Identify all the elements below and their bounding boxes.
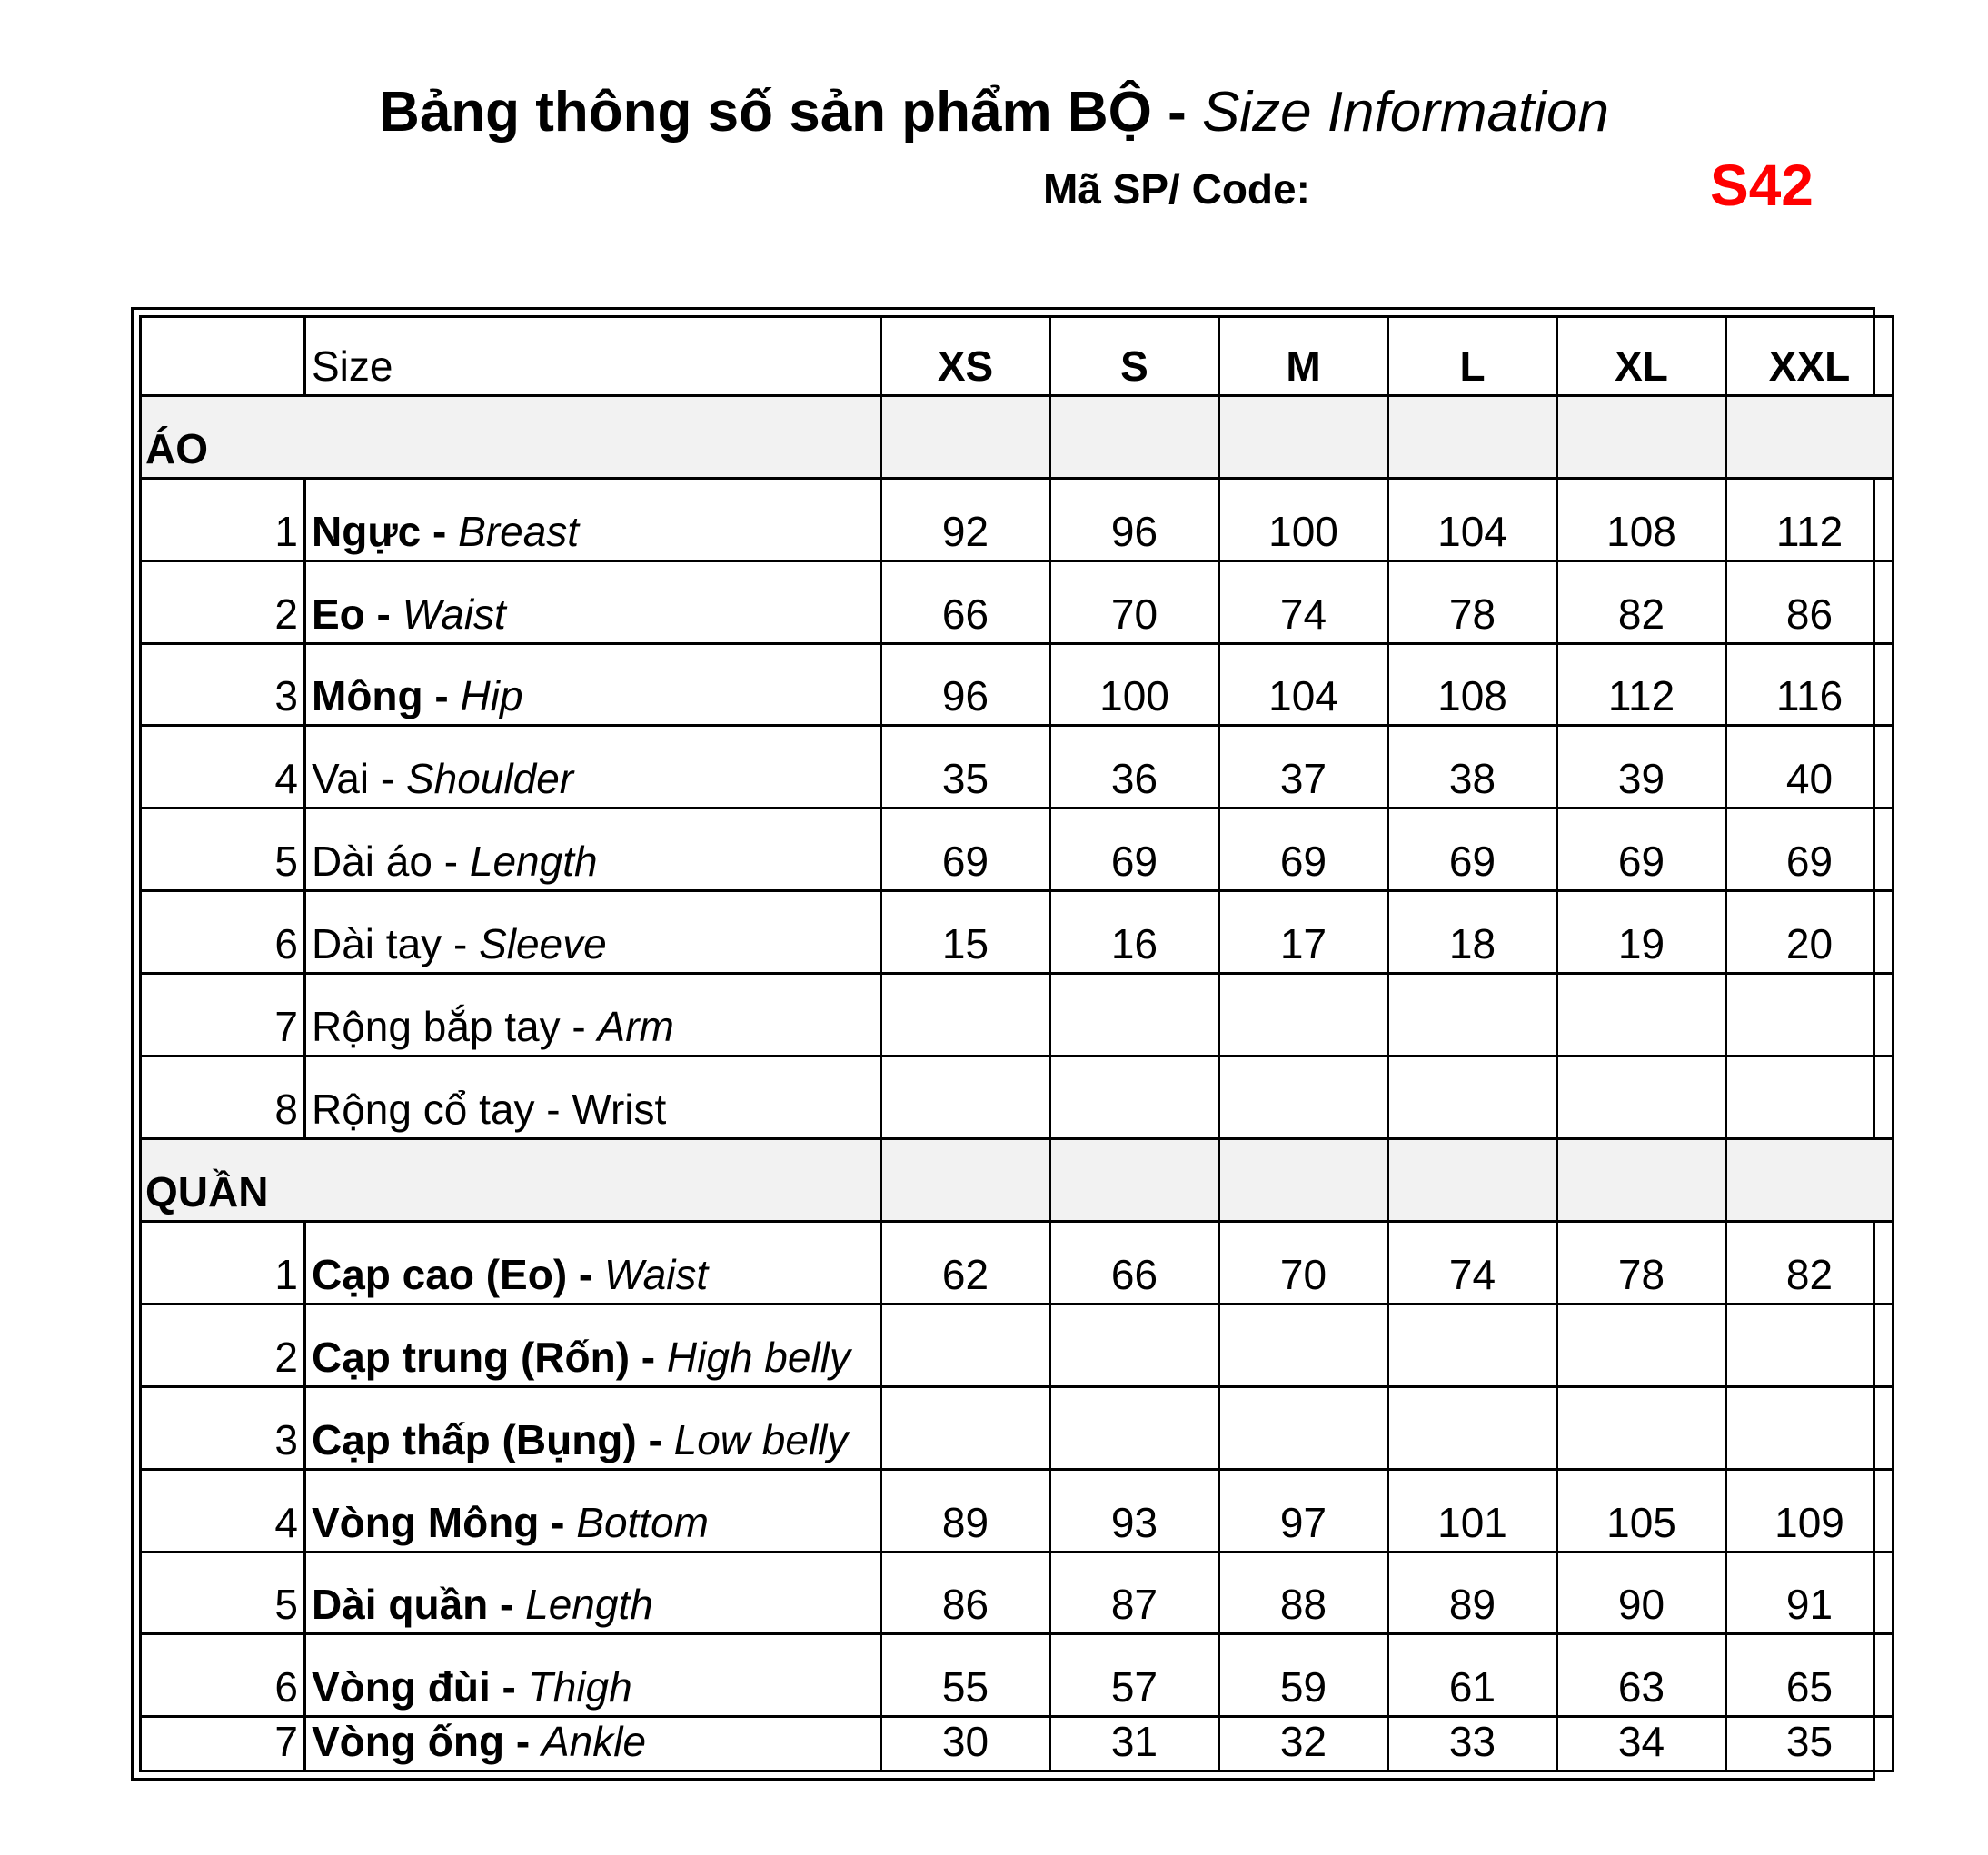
measurement-name-vn: Vai bbox=[312, 755, 370, 803]
row-number: 7 bbox=[141, 974, 305, 1056]
product-code-value: S42 bbox=[1710, 153, 1814, 218]
value-cell bbox=[1050, 974, 1219, 1056]
measurement-label bbox=[305, 1634, 881, 1717]
section-empty-cell bbox=[1050, 1139, 1219, 1222]
measurement-separator: - bbox=[490, 1663, 528, 1711]
value-cell bbox=[1726, 1386, 1894, 1469]
value-cell: 82 bbox=[1557, 560, 1726, 643]
size-table-body bbox=[141, 317, 1894, 1771]
section-empty-cell bbox=[1557, 395, 1726, 478]
table-row bbox=[141, 478, 1894, 560]
value-cell: 70 bbox=[1050, 560, 1219, 643]
table-row bbox=[141, 974, 1894, 1056]
value-cell bbox=[1050, 1056, 1219, 1139]
value-cell: 20 bbox=[1726, 891, 1894, 974]
measurement-name-en: Sleeve bbox=[479, 920, 607, 968]
value-cell: 65 bbox=[1726, 1634, 1894, 1717]
value-cell: 82 bbox=[1726, 1221, 1894, 1304]
table-row bbox=[141, 1304, 1894, 1386]
value-cell: 35 bbox=[881, 726, 1050, 808]
table-row bbox=[141, 1221, 1894, 1304]
measurement-label bbox=[305, 1469, 881, 1552]
value-cell bbox=[881, 1056, 1050, 1139]
measurement-separator: - bbox=[630, 1333, 667, 1381]
value-cell: 100 bbox=[1219, 478, 1388, 560]
table-row bbox=[141, 1056, 1894, 1139]
measurement-name-en: Arm bbox=[597, 1003, 674, 1051]
section-row bbox=[141, 395, 1894, 478]
section-empty-cell bbox=[1388, 1139, 1557, 1222]
table-row bbox=[141, 1552, 1894, 1634]
value-cell: 59 bbox=[1219, 1634, 1388, 1717]
measurement-separator: - bbox=[422, 672, 461, 720]
value-cell: 93 bbox=[1050, 1469, 1219, 1552]
value-cell: 18 bbox=[1388, 891, 1557, 974]
title-main: Bảng thông số sản phẩm BỘ - bbox=[379, 81, 1202, 144]
value-cell bbox=[1219, 974, 1388, 1056]
value-cell: 116 bbox=[1726, 643, 1894, 726]
value-cell bbox=[1557, 974, 1726, 1056]
value-cell: 32 bbox=[1219, 1717, 1388, 1771]
measurement-separator: - bbox=[442, 920, 480, 968]
value-cell bbox=[881, 974, 1050, 1056]
value-cell: 101 bbox=[1388, 1469, 1557, 1552]
value-cell: 31 bbox=[1050, 1717, 1219, 1771]
measurement-label bbox=[305, 891, 881, 974]
measurement-name-en: Waist bbox=[604, 1250, 709, 1298]
section-empty-cell bbox=[1726, 395, 1894, 478]
measurement-separator: - bbox=[369, 755, 406, 803]
row-number: 7 bbox=[141, 1717, 305, 1771]
size-header-s: S bbox=[1050, 317, 1219, 396]
size-table bbox=[139, 315, 1894, 1772]
table-row bbox=[141, 1634, 1894, 1717]
section-empty-cell bbox=[1388, 395, 1557, 478]
measurement-name-vn: Rộng bắp tay bbox=[312, 1003, 561, 1051]
value-cell bbox=[1050, 1304, 1219, 1386]
value-cell: 69 bbox=[1557, 808, 1726, 891]
row-number: 1 bbox=[141, 478, 305, 560]
table-row bbox=[141, 1469, 1894, 1552]
measurement-label bbox=[305, 726, 881, 808]
measurement-name-en: Breast bbox=[458, 507, 580, 555]
value-cell: 74 bbox=[1388, 1221, 1557, 1304]
table-row bbox=[141, 1386, 1894, 1469]
measurement-label bbox=[305, 1056, 881, 1139]
size-header-xl: XL bbox=[1557, 317, 1726, 396]
value-cell bbox=[1388, 1056, 1557, 1139]
size-header-xs: XS bbox=[881, 317, 1050, 396]
measurement-name-en: Hip bbox=[460, 672, 523, 720]
measurement-name-vn: Cạp thấp (Bụng) bbox=[312, 1415, 637, 1463]
measurement-separator: - bbox=[560, 1003, 598, 1051]
page-title bbox=[0, 80, 1988, 145]
value-cell: 87 bbox=[1050, 1552, 1219, 1634]
table-row bbox=[141, 643, 1894, 726]
size-header-l: L bbox=[1388, 317, 1557, 396]
measurement-label bbox=[305, 1717, 881, 1771]
measurement-separator: - bbox=[567, 1250, 605, 1298]
measurement-name-vn: Vòng đùi bbox=[312, 1663, 491, 1711]
value-cell bbox=[1726, 974, 1894, 1056]
measurement-label bbox=[305, 808, 881, 891]
section-empty-cell bbox=[1050, 395, 1219, 478]
value-cell: 16 bbox=[1050, 891, 1219, 974]
measurement-name-vn: Vòng ống bbox=[312, 1718, 505, 1765]
section-empty-cell bbox=[1557, 1139, 1726, 1222]
value-cell: 109 bbox=[1726, 1469, 1894, 1552]
value-cell bbox=[1388, 1304, 1557, 1386]
measurement-name-vn: Ngực bbox=[312, 507, 422, 555]
measurement-name-en: Thigh bbox=[527, 1663, 632, 1711]
row-number: 5 bbox=[141, 808, 305, 891]
value-cell bbox=[1050, 1386, 1219, 1469]
measurement-name-vn: Vòng Mông bbox=[312, 1498, 540, 1546]
measurement-separator: - bbox=[364, 590, 403, 638]
measurement-name-en: Waist bbox=[402, 590, 506, 638]
measurement-name-en: High belly bbox=[666, 1333, 850, 1381]
size-header-m: M bbox=[1219, 317, 1388, 396]
section-empty-cell bbox=[1219, 395, 1388, 478]
value-cell: 66 bbox=[1050, 1221, 1219, 1304]
table-row bbox=[141, 1717, 1894, 1771]
value-cell: 86 bbox=[1726, 560, 1894, 643]
value-cell: 74 bbox=[1219, 560, 1388, 643]
measurement-name-vn: Dài quần bbox=[312, 1581, 489, 1629]
value-cell bbox=[1726, 1304, 1894, 1386]
value-cell: 105 bbox=[1557, 1469, 1726, 1552]
section-title: ÁO bbox=[141, 395, 881, 478]
measurement-name-vn: Mông bbox=[312, 672, 423, 720]
size-table-frame bbox=[131, 307, 1875, 1781]
value-cell: 66 bbox=[881, 560, 1050, 643]
measurement-name-en: Length bbox=[469, 838, 598, 886]
value-cell: 91 bbox=[1726, 1552, 1894, 1634]
measurement-name-en: Shoulder bbox=[405, 755, 574, 803]
value-cell: 108 bbox=[1557, 478, 1726, 560]
value-cell: 17 bbox=[1219, 891, 1388, 974]
value-cell bbox=[1219, 1304, 1388, 1386]
section-empty-cell bbox=[881, 1139, 1050, 1222]
measurement-separator: - bbox=[636, 1415, 674, 1463]
size-header-xxl: XXL bbox=[1726, 317, 1894, 396]
value-cell: 57 bbox=[1050, 1634, 1219, 1717]
size-header-label: Size bbox=[305, 317, 881, 396]
table-row bbox=[141, 808, 1894, 891]
value-cell: 69 bbox=[1219, 808, 1388, 891]
section-empty-cell bbox=[881, 395, 1050, 478]
measurement-label bbox=[305, 643, 881, 726]
measurement-name-en: Low belly bbox=[673, 1415, 849, 1463]
measurement-label bbox=[305, 1304, 881, 1386]
measurement-label bbox=[305, 1552, 881, 1634]
measurement-name-vn: Dài áo bbox=[312, 838, 432, 886]
title-subtitle: Size Information bbox=[1201, 81, 1609, 144]
measurement-label bbox=[305, 1386, 881, 1469]
measurement-name-en: Bottom bbox=[576, 1498, 709, 1546]
value-cell: 89 bbox=[1388, 1552, 1557, 1634]
row-number: 2 bbox=[141, 1304, 305, 1386]
value-cell: 78 bbox=[1388, 560, 1557, 643]
value-cell: 112 bbox=[1557, 643, 1726, 726]
value-cell: 62 bbox=[881, 1221, 1050, 1304]
value-cell: 92 bbox=[881, 478, 1050, 560]
measurement-name-vn: Cạp trung (Rốn) bbox=[312, 1333, 631, 1381]
section-row bbox=[141, 1139, 1894, 1222]
value-cell bbox=[881, 1386, 1050, 1469]
value-cell: 19 bbox=[1557, 891, 1726, 974]
value-cell: 97 bbox=[1219, 1469, 1388, 1552]
measurement-label bbox=[305, 974, 881, 1056]
row-number: 4 bbox=[141, 726, 305, 808]
section-title: QUẦN bbox=[141, 1139, 881, 1222]
value-cell bbox=[1557, 1386, 1726, 1469]
row-number: 6 bbox=[141, 1634, 305, 1717]
row-number: 1 bbox=[141, 1221, 305, 1304]
value-cell: 38 bbox=[1388, 726, 1557, 808]
value-cell bbox=[1726, 1056, 1894, 1139]
value-cell: 86 bbox=[881, 1552, 1050, 1634]
row-number: 3 bbox=[141, 643, 305, 726]
value-cell: 63 bbox=[1557, 1634, 1726, 1717]
measurement-label bbox=[305, 478, 881, 560]
row-number: 4 bbox=[141, 1469, 305, 1552]
table-row bbox=[141, 726, 1894, 808]
value-cell: 69 bbox=[881, 808, 1050, 891]
value-cell bbox=[881, 1304, 1050, 1386]
value-cell bbox=[1219, 1056, 1388, 1139]
value-cell: 100 bbox=[1050, 643, 1219, 726]
value-cell: 89 bbox=[881, 1469, 1050, 1552]
value-cell: 61 bbox=[1388, 1634, 1557, 1717]
value-cell: 69 bbox=[1388, 808, 1557, 891]
value-cell: 35 bbox=[1726, 1717, 1894, 1771]
table-row bbox=[141, 891, 1894, 974]
value-cell: 55 bbox=[881, 1634, 1050, 1717]
section-empty-cell bbox=[1726, 1139, 1894, 1222]
value-cell: 39 bbox=[1557, 726, 1726, 808]
section-empty-cell bbox=[1219, 1139, 1388, 1222]
measurement-separator: - bbox=[504, 1718, 542, 1765]
row-number: 6 bbox=[141, 891, 305, 974]
row-number: 2 bbox=[141, 560, 305, 643]
value-cell bbox=[1219, 1386, 1388, 1469]
value-cell: 15 bbox=[881, 891, 1050, 974]
row-number: 3 bbox=[141, 1386, 305, 1469]
measurement-label bbox=[305, 1221, 881, 1304]
product-code-label: Mã SP/ Code: bbox=[1043, 165, 1310, 213]
value-cell: 96 bbox=[881, 643, 1050, 726]
value-cell: 88 bbox=[1219, 1552, 1388, 1634]
measurement-name-vn: Rộng cổ tay - Wrist bbox=[312, 1086, 667, 1134]
value-cell: 34 bbox=[1557, 1717, 1726, 1771]
row-number: 8 bbox=[141, 1056, 305, 1139]
table-header-row bbox=[141, 317, 1894, 396]
value-cell: 40 bbox=[1726, 726, 1894, 808]
measurement-name-vn: Cạp cao (Eo) bbox=[312, 1250, 568, 1298]
measurement-separator: - bbox=[432, 838, 470, 886]
value-cell: 90 bbox=[1557, 1552, 1726, 1634]
header-corner-cell bbox=[141, 317, 305, 396]
measurement-name-en: Length bbox=[525, 1581, 653, 1629]
measurement-name-vn: Dài tay bbox=[312, 920, 442, 968]
measurement-separator: - bbox=[539, 1498, 577, 1546]
row-number: 5 bbox=[141, 1552, 305, 1634]
value-cell: 112 bbox=[1726, 478, 1894, 560]
value-cell: 69 bbox=[1050, 808, 1219, 891]
measurement-separator: - bbox=[488, 1581, 526, 1629]
value-cell: 69 bbox=[1726, 808, 1894, 891]
value-cell bbox=[1388, 1386, 1557, 1469]
value-cell bbox=[1557, 1056, 1726, 1139]
value-cell: 30 bbox=[881, 1717, 1050, 1771]
value-cell: 37 bbox=[1219, 726, 1388, 808]
value-cell: 70 bbox=[1219, 1221, 1388, 1304]
value-cell: 96 bbox=[1050, 478, 1219, 560]
table-row bbox=[141, 560, 1894, 643]
value-cell: 108 bbox=[1388, 643, 1557, 726]
value-cell: 104 bbox=[1219, 643, 1388, 726]
value-cell bbox=[1388, 974, 1557, 1056]
measurement-name-vn: Eo bbox=[312, 590, 365, 638]
value-cell: 104 bbox=[1388, 478, 1557, 560]
value-cell bbox=[1557, 1304, 1726, 1386]
value-cell: 78 bbox=[1557, 1221, 1726, 1304]
value-cell: 33 bbox=[1388, 1717, 1557, 1771]
measurement-name-en: Ankle bbox=[541, 1718, 647, 1765]
value-cell: 36 bbox=[1050, 726, 1219, 808]
measurement-label bbox=[305, 560, 881, 643]
measurement-separator: - bbox=[421, 507, 459, 555]
